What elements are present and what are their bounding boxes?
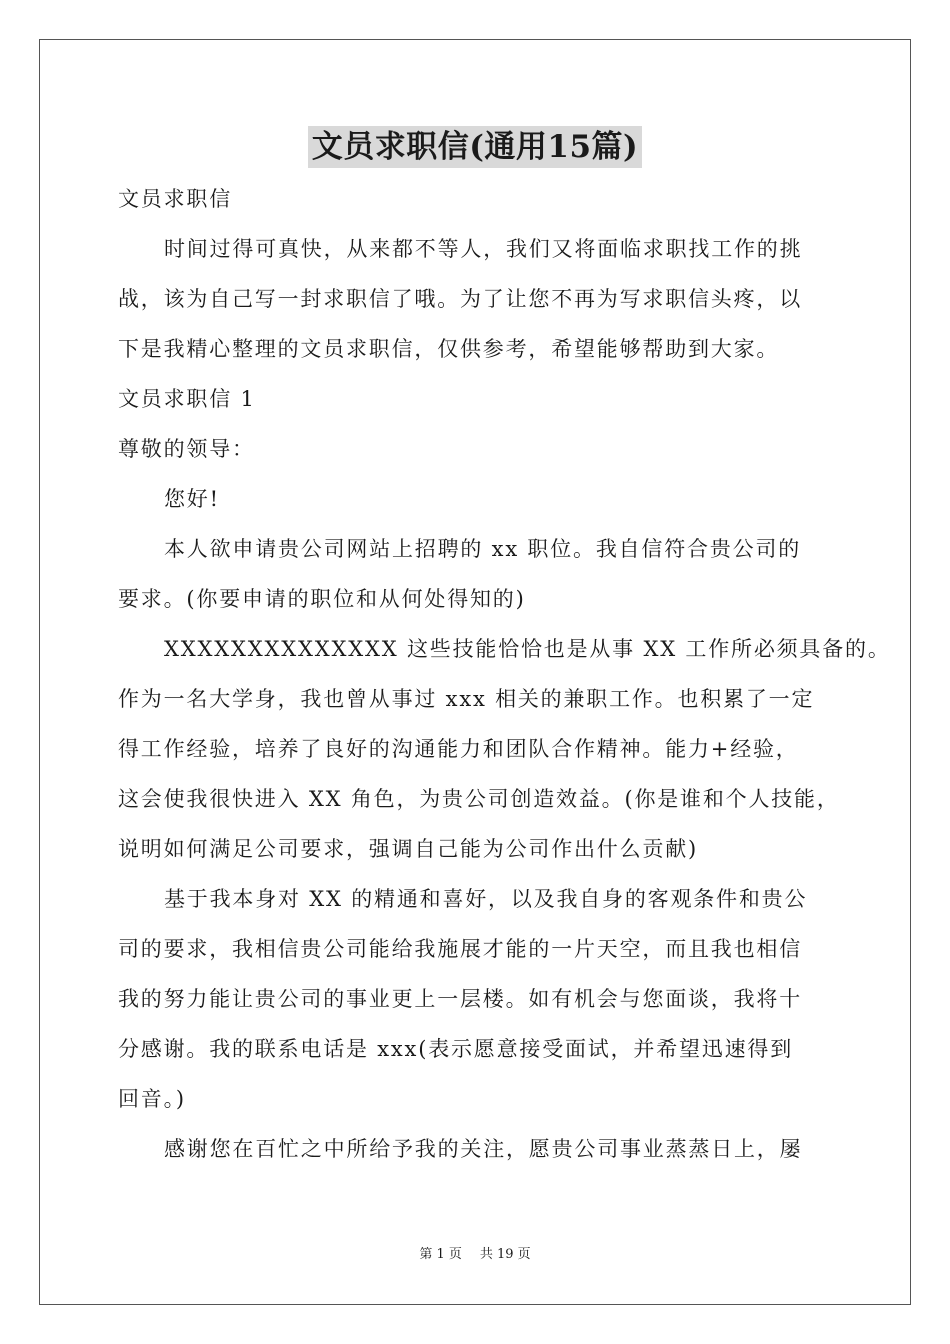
text-line: 司的要求，我相信贵公司能给我施展才能的一片天空，而且我也相信	[118, 937, 802, 961]
text-line: 下是我精心整理的文员求职信，仅供参考，希望能够帮助到大家。	[118, 337, 780, 361]
text-line: 说明如何满足公司要求，强调自己能为公司作出什么贡献)	[118, 837, 698, 861]
text-line: 时间过得可真快，从来都不等人，我们又将面临求职找工作的挑	[164, 237, 803, 261]
document-title: 文员求职信(通用15篇)	[308, 126, 642, 168]
text-line: 尊敬的领导：	[118, 437, 255, 461]
text-line: 基于我本身对 XX 的精通和喜好，以及我自身的客观条件和贵公	[164, 887, 808, 911]
text-line: 文员求职信 1	[118, 387, 256, 411]
text-line: 要求。(你要申请的职位和从何处得知的)	[118, 587, 526, 611]
text-line: 战，该为自己写一封求职信了哦。为了让您不再为写求职信头疼，以	[118, 287, 802, 311]
text-line: 得工作经验，培养了良好的沟通能力和团队合作精神。能力+经验，	[118, 737, 799, 761]
text-line: 感谢您在百忙之中所给予我的关注，愿贵公司事业蒸蒸日上，屡	[164, 1137, 803, 1161]
text-line: 我的努力能让贵公司的事业更上一层楼。如有机会与您面谈，我将十	[118, 987, 802, 1011]
text-line: 这会使我很快进入 XX 角色，为贵公司创造效益。(你是谁和个人技能，	[118, 787, 840, 811]
text-line: 作为一名大学身，我也曾从事过 xxx 相关的兼职工作。也积累了一定	[118, 687, 815, 711]
text-line: 分感谢。我的联系电话是 xxx(表示愿意接受面试，并希望迅速得到	[118, 1037, 793, 1061]
document-body	[118, 174, 891, 1174]
page-footer	[0, 1245, 950, 1265]
text-line: 您好!	[164, 487, 220, 511]
page-total: 共 19 页	[479, 1247, 531, 1262]
title-wrap	[0, 126, 950, 168]
text-line: 文员求职信	[118, 187, 232, 211]
page-number: 第 1 页	[419, 1247, 462, 1262]
text-line: XXXXXXXXXXXXXX 这些技能恰恰也是从事 XX 工作所必须具备的。	[164, 637, 891, 661]
text-line: 回音。)	[118, 1087, 186, 1111]
text-line: 本人欲申请贵公司网站上招聘的 xx 职位。我自信符合贵公司的	[164, 537, 802, 561]
